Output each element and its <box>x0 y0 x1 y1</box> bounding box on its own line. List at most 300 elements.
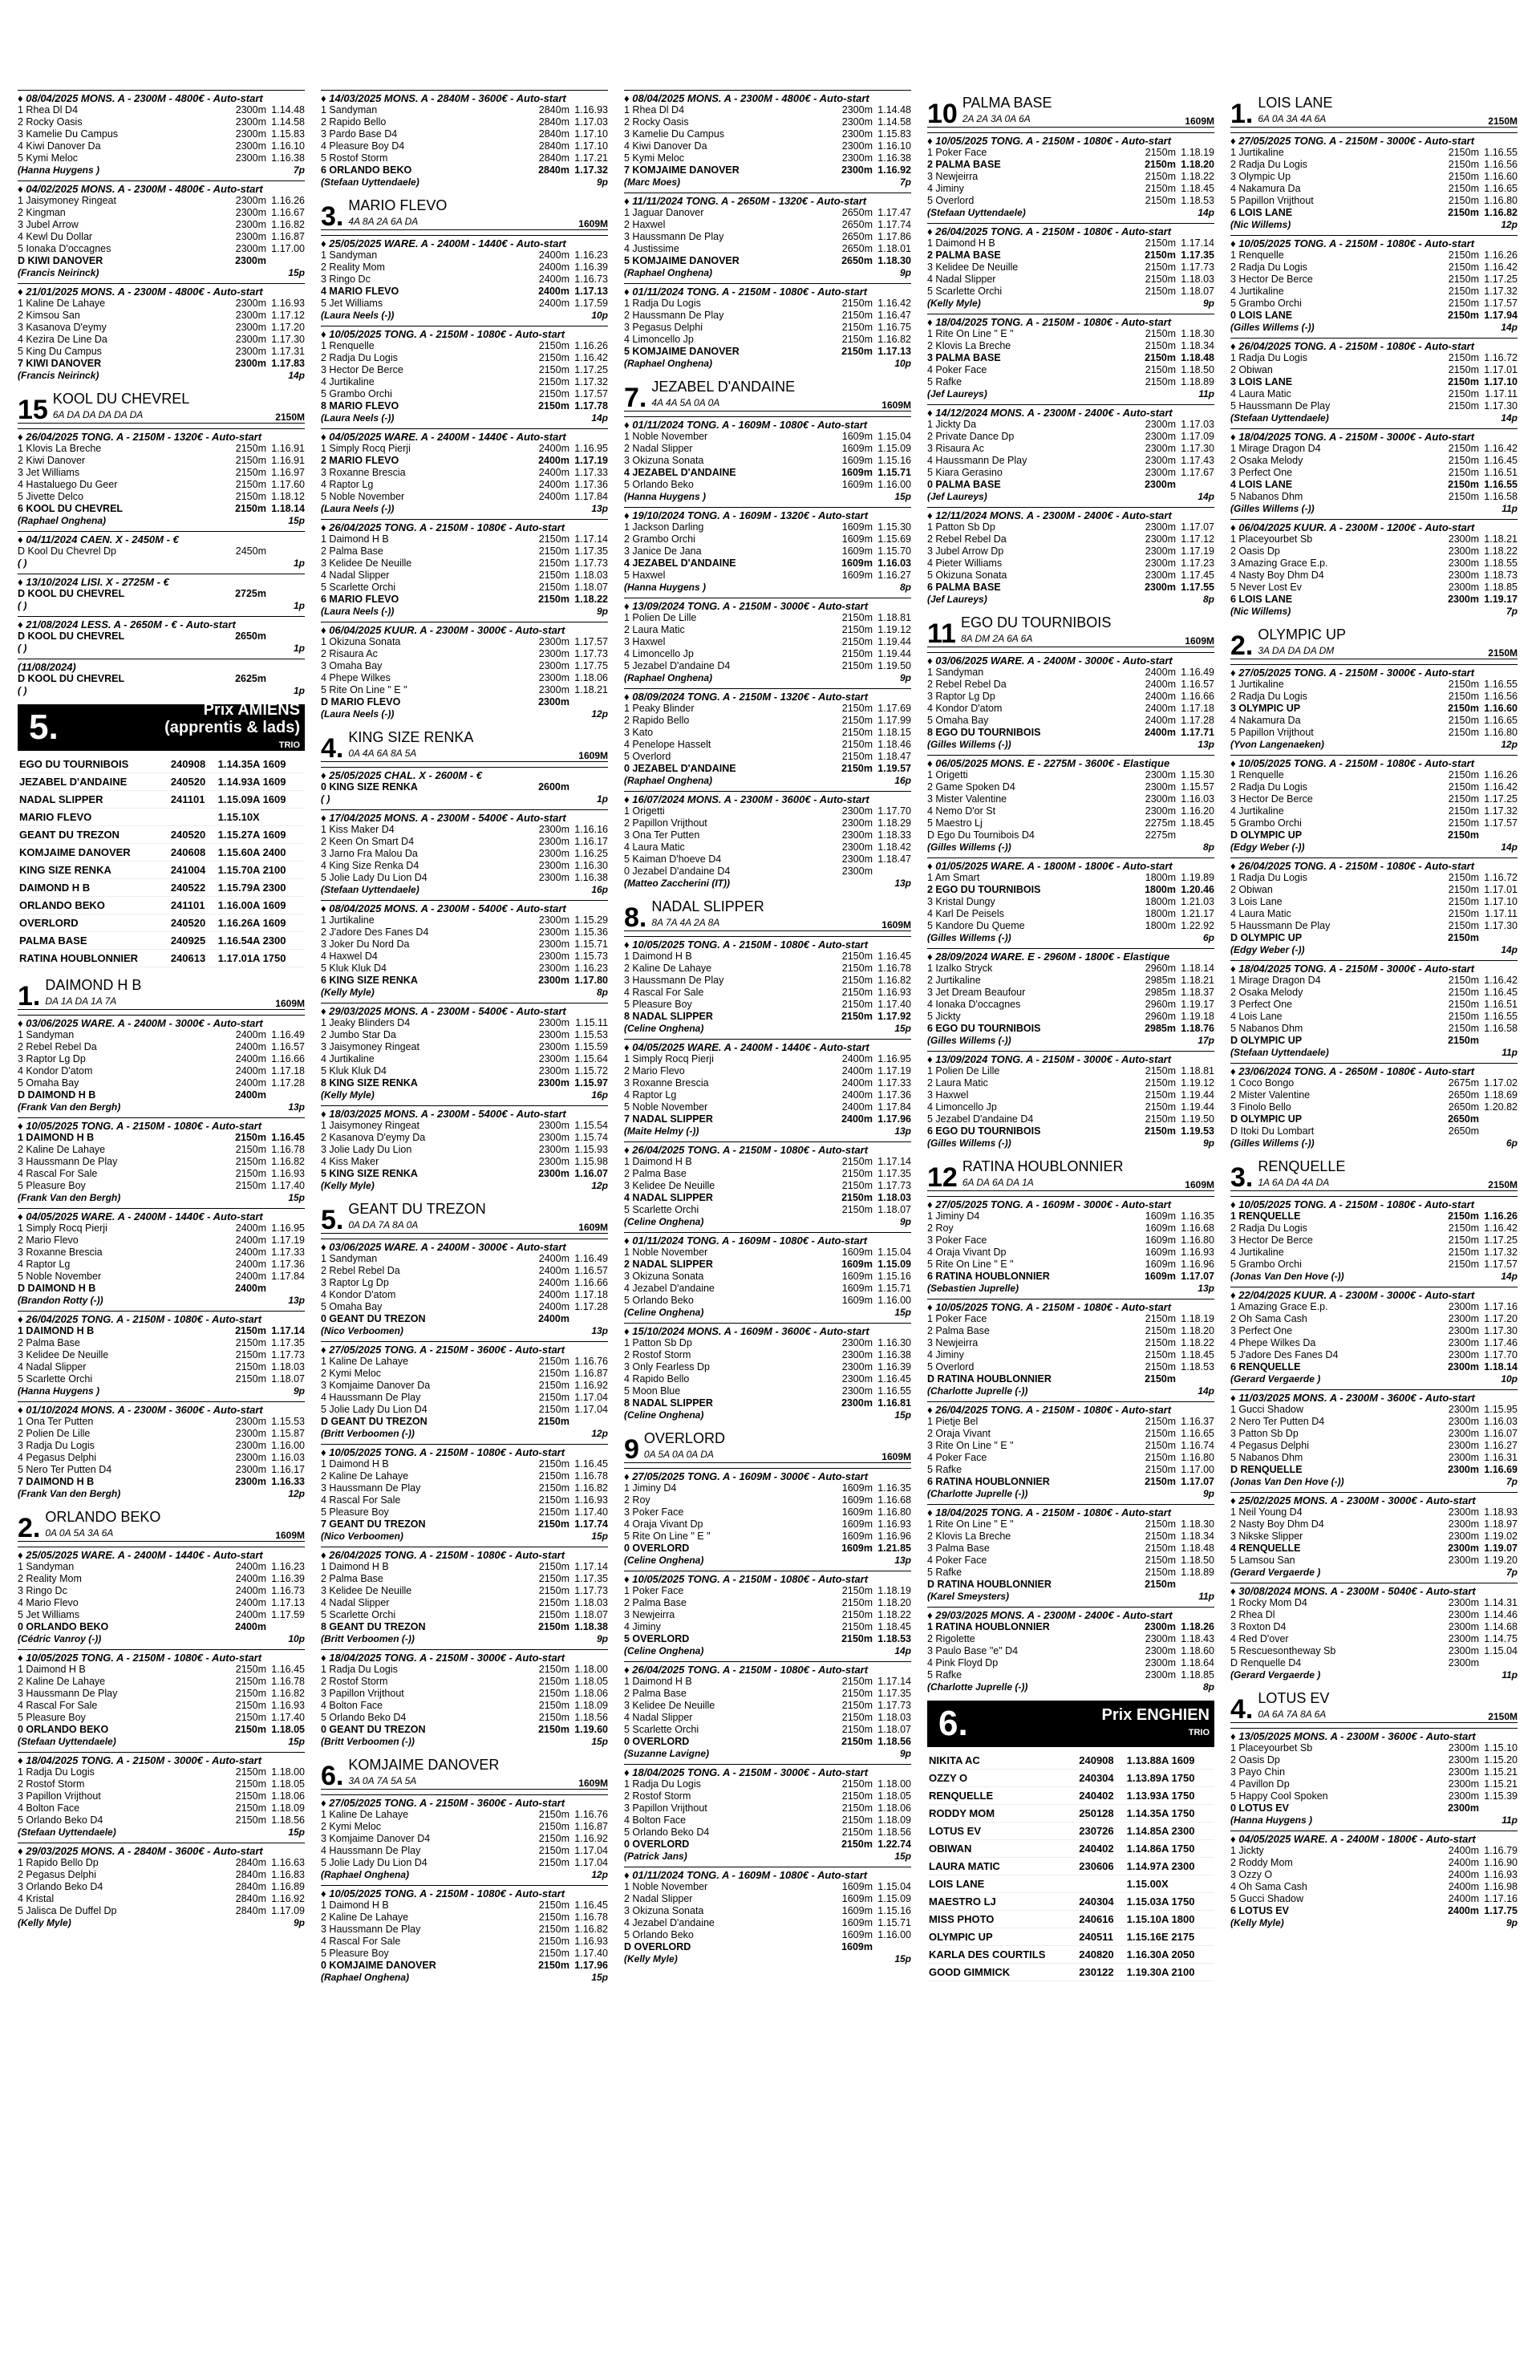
result-distance: 2400m <box>538 1289 569 1300</box>
result-distance: 2150m <box>1448 249 1479 261</box>
position-value: 11p <box>1502 503 1518 514</box>
result-time: 1.16.93 <box>574 104 608 116</box>
result-distance: 1609m <box>841 1543 873 1554</box>
result-name: 2 Klovis La Breche <box>927 340 1011 351</box>
result-distance: 2400m <box>1145 715 1176 726</box>
result-row <box>624 951 911 963</box>
result-time: 1.18.45 <box>1181 183 1214 194</box>
result-row <box>18 1561 305 1573</box>
horse-header <box>1230 95 1518 128</box>
result-row <box>624 1385 911 1397</box>
jockey-line <box>927 491 1214 502</box>
result-distance: 2300m <box>538 672 569 683</box>
result-time: 1.17.80 <box>574 975 608 986</box>
race-form-header: ♦ 18/04/2025 TONG. A - 2150M - 3000€ - Auto-start <box>624 1764 911 1778</box>
result-distance: 2150m <box>538 545 569 557</box>
result-distance: 1609m <box>841 533 873 545</box>
result-distance: 2650m <box>1448 1125 1479 1137</box>
result-name: 2 Radja Du Logis <box>1230 1222 1307 1234</box>
result-name: 3 Jaisymoney Ringeat <box>321 1041 419 1052</box>
result-row <box>1230 829 1518 841</box>
result-name: 6 KING SIZE RENKA <box>321 975 418 986</box>
horse-name-text: KING SIZE RENKA <box>348 729 474 745</box>
result-distance: 2840m <box>235 1869 266 1880</box>
result-name: 3 Roxanne Brescia <box>18 1247 103 1258</box>
table-cell: OZZY O <box>927 1770 1077 1787</box>
jockey-line <box>1230 1137 1518 1149</box>
race-form-header: ♦ 26/04/2025 TONG. A - 2150M - 1080€ - Auto-start <box>18 1311 305 1325</box>
result-name: 1 Placeyourbet Sb <box>1230 1742 1313 1754</box>
result-distance: 2300m <box>1145 455 1176 466</box>
result-name: 4 Hastaluego Du Geer <box>18 479 118 490</box>
race-form-header: ♦ 13/09/2024 TONG. A - 2150M - 3000€ - Auto-start <box>624 598 911 612</box>
race-distance: 1609M <box>275 1530 305 1541</box>
result-name: 1 Amazing Grace E.p. <box>1230 1301 1328 1312</box>
result-distance: 2300m <box>841 128 873 140</box>
result-time: 1.16.87 <box>271 231 305 242</box>
result-name: 4 Pegasus Delphi <box>18 1452 96 1463</box>
result-name: 1 Klovis La Breche <box>18 443 102 454</box>
race-form-header: ♦ 08/09/2024 TONG. A - 2150M - 1320€ - Auto-start <box>624 688 911 703</box>
result-name: 5 Jolie Lady Du Lion D4 <box>321 1857 428 1868</box>
result-time: 1.16.49 <box>271 1029 305 1040</box>
table-row <box>927 1893 1214 1911</box>
result-row <box>624 1271 911 1283</box>
result-distance: 2300m <box>1145 793 1176 805</box>
result-row <box>18 1573 305 1585</box>
result-time: 1.18.50 <box>1181 1555 1214 1566</box>
result-distance: 2150m <box>235 1814 266 1826</box>
result-row <box>624 533 911 545</box>
result-name: 5 Rite On Line " E " <box>624 1531 711 1542</box>
result-name: 3 Hector De Berce <box>1230 1235 1313 1246</box>
result-name: 1 Daimond H B <box>927 237 995 249</box>
result-row <box>18 1881 305 1893</box>
result-time: 1.17.40 <box>574 1506 608 1518</box>
result-row <box>1230 147 1518 159</box>
result-time: 1.17.74 <box>877 219 911 230</box>
result-row <box>624 999 911 1011</box>
result-row <box>927 582 1214 594</box>
result-name: 1 Am Smart <box>927 872 980 883</box>
jockey-line <box>1230 219 1518 230</box>
result-row <box>927 249 1214 262</box>
result-name: 3 Kamelie Du Campus <box>624 128 725 140</box>
result-name: 4 Raptor Lg <box>18 1259 71 1270</box>
result-time: 1.17.23 <box>1181 557 1214 569</box>
result-distance: 1609m <box>841 455 873 466</box>
jockey-name: (Laura Neels (-)) <box>321 503 395 514</box>
result-time: 1.18.06 <box>877 1802 911 1814</box>
performance-table <box>927 1752 1214 1981</box>
result-name: 2 Jurtikaline <box>927 975 981 986</box>
result-time: 1.18.26 <box>1181 1621 1214 1632</box>
result-name: 3 Okizuna Sonata <box>624 1905 704 1916</box>
result-name: 3 Mister Valentine <box>927 793 1007 805</box>
position-value: 15p <box>288 515 305 526</box>
race-form-header: ♦ 10/05/2025 TONG. A - 2150M - 1080€ - Auto-start <box>927 132 1214 147</box>
result-name: 4 Phepe Wilkes Da <box>1230 1337 1316 1348</box>
table-row <box>927 1823 1214 1840</box>
result-row <box>624 1113 911 1125</box>
table-row <box>927 1875 1214 1893</box>
result-time <box>1479 1113 1518 1125</box>
result-row <box>18 140 305 152</box>
result-name: 5 Kymi Meloc <box>624 152 685 164</box>
result-name: 5 Kandore Du Queme <box>927 920 1025 931</box>
result-name: 1 Kiss Maker D4 <box>321 824 395 835</box>
result-time: 1.17.07 <box>1181 1271 1214 1282</box>
jockey-line <box>321 987 608 998</box>
result-name: 4 Rascal For Sale <box>321 1494 401 1506</box>
horse-header <box>18 391 305 424</box>
result-time: 1.15.04 <box>1484 1645 1518 1656</box>
jockey-name: (Kelly Myle) <box>321 1089 375 1101</box>
result-name: 1 Jaisymoney Ringeat <box>18 195 116 206</box>
result-distance: 2150m <box>1448 1023 1479 1034</box>
result-name: 5 KOMJAIME DANOVER <box>624 255 740 266</box>
result-row <box>624 1839 911 1851</box>
result-name: 3 Kelidee De Neuille <box>18 1349 109 1360</box>
result-distance: 2300m <box>1448 570 1479 581</box>
result-time: 1.16.26 <box>574 340 608 351</box>
result-name: 1 Jurtikaline <box>321 914 375 926</box>
result-name: 5 Jalisca De Duffel Dp <box>18 1905 117 1916</box>
result-time: 1.17.12 <box>271 310 305 321</box>
horse-number: 1. <box>1230 99 1254 129</box>
result-row <box>321 824 608 836</box>
jockey-line <box>1230 1476 1518 1487</box>
result-row <box>927 1373 1214 1385</box>
result-row <box>927 1669 1214 1681</box>
result-distance: 2150m <box>235 479 266 490</box>
jockey-line <box>624 1953 911 1964</box>
horse-name <box>644 1430 881 1462</box>
result-time: 1.18.09 <box>877 1814 911 1826</box>
result-name: D RENQUELLE <box>1230 1464 1303 1475</box>
prix-title-block <box>979 1706 1214 1741</box>
result-time: 1.16.91 <box>271 455 305 466</box>
result-name: 4 Bolton Face <box>624 1814 687 1826</box>
result-name: 3 Perfect One <box>1230 467 1293 478</box>
jockey-line <box>321 1972 608 1983</box>
table-cell: 1.19.30A 2100 <box>1125 1964 1214 1981</box>
result-name: 5 Never Lost Ev <box>1230 582 1302 593</box>
result-distance: 2840m <box>538 164 569 176</box>
race-form-header: ♦ 01/05/2025 WARE. A - 1800M - 1800€ - Auto-start <box>927 858 1214 872</box>
result-distance: 2150m <box>1448 376 1479 387</box>
jockey-name: (Sebastien Juprelle) <box>927 1283 1019 1294</box>
result-time: 1.16.82 <box>271 1688 305 1699</box>
jockey-line <box>927 841 1214 853</box>
result-name: 0 GEANT DU TREZON <box>321 1724 426 1735</box>
result-time: 1.18.22 <box>1181 1337 1214 1348</box>
result-row <box>321 636 608 648</box>
result-name: 3 Okizuna Sonata <box>624 1271 704 1282</box>
result-row <box>624 116 911 128</box>
jockey-line <box>624 1409 911 1421</box>
result-name: 2 Rebel Rebel Da <box>927 679 1007 690</box>
result-time: 1.16.16 <box>574 824 608 835</box>
race-form-header: ♦ 25/05/2025 CHAL. X - 2600M - € <box>321 767 608 781</box>
table-row <box>18 897 305 914</box>
result-name: 3 Omaha Bay <box>321 660 383 671</box>
result-time: 1.15.21 <box>1484 1778 1518 1790</box>
result-name: 3 Olympic Up <box>1230 171 1291 182</box>
result-row <box>321 1724 608 1736</box>
result-distance: 2150m <box>841 727 873 738</box>
result-row <box>18 1724 305 1736</box>
jockey-name: (Gilles Willems (-)) <box>927 932 1011 943</box>
race-form-header: ♦ 11/11/2024 TONG. A - 2650M - 1320€ - Auto-start <box>624 193 911 207</box>
position-value: 6p <box>1506 1137 1518 1149</box>
result-time: 1.15.83 <box>271 128 305 140</box>
result-row <box>321 1017 608 1029</box>
result-distance: 1609m <box>841 479 873 490</box>
result-distance: 2150m <box>538 1900 569 1911</box>
race-form-header: ♦ 06/04/2025 KUUR. A - 2300M - 3000€ - Auto-start <box>321 622 608 636</box>
result-row <box>1230 594 1518 606</box>
result-row <box>18 1893 305 1905</box>
result-row <box>1230 364 1518 376</box>
position-value: 9p <box>899 1216 911 1227</box>
result-time: 1.16.87 <box>574 1368 608 1379</box>
result-distance: 2150m <box>1145 1579 1176 1590</box>
result-name: 5 Overlord <box>927 195 975 206</box>
jockey-line <box>321 176 608 188</box>
jockey-name: (Laura Neels (-)) <box>321 606 395 617</box>
result-row <box>624 1941 911 1953</box>
result-row <box>18 1857 305 1869</box>
race-form-header: ♦ 25/05/2025 WARE. A - 2400M - 1440€ - Auto-start <box>321 235 608 249</box>
result-time: 1.16.49 <box>1181 667 1214 678</box>
result-row <box>927 521 1214 533</box>
result-name: 2 Reality Mom <box>18 1573 82 1584</box>
result-name: 3 Newjeirra <box>624 1609 675 1620</box>
jockey-name: (Laura Neels (-)) <box>321 310 395 321</box>
horse-name <box>45 977 275 1009</box>
result-time: 1.15.71 <box>574 939 608 950</box>
result-distance: 2400m <box>235 1077 266 1089</box>
result-distance: 2150m <box>1145 237 1176 249</box>
prix-number: 5. <box>29 708 59 747</box>
result-time: 1.17.18 <box>271 1065 305 1076</box>
result-time: 1.16.93 <box>877 987 911 998</box>
table-cell: 240908 <box>1077 1752 1125 1770</box>
result-row <box>927 533 1214 545</box>
result-row <box>927 703 1214 715</box>
jockey-line <box>1230 322 1518 333</box>
result-distance: 2300m <box>538 696 569 708</box>
jockey-line <box>18 1827 305 1838</box>
result-distance: 2150m <box>538 1573 569 1584</box>
jockey-line <box>624 1023 911 1034</box>
race-distance: 1609M <box>881 399 911 411</box>
result-distance: 2150m <box>235 1766 266 1778</box>
result-row <box>321 939 608 951</box>
jockey-line <box>321 793 608 805</box>
result-time: 1.18.06 <box>574 672 608 683</box>
result-row <box>624 140 911 152</box>
result-time: 1.16.95 <box>877 1053 911 1064</box>
result-time: 1.16.39 <box>574 262 608 273</box>
result-row <box>1230 1301 1518 1313</box>
result-time: 1.19.50 <box>877 660 911 671</box>
result-time: 1.16.55 <box>1484 679 1518 690</box>
result-row <box>18 1790 305 1802</box>
result-row <box>18 1464 305 1476</box>
position-value: 12p <box>288 1488 305 1499</box>
jockey-name: (Celine Onghena) <box>624 1023 704 1034</box>
horse-number: 7. <box>624 383 647 413</box>
jockey-line <box>624 491 911 502</box>
result-row <box>18 207 305 219</box>
result-time: 1.18.14 <box>1181 963 1214 974</box>
result-time: 1.16.51 <box>1484 467 1518 478</box>
result-row <box>18 1712 305 1724</box>
result-time: 1.16.78 <box>271 1144 305 1155</box>
table-cell: 240613 <box>169 950 217 967</box>
result-time: 1.18.30 <box>877 255 911 266</box>
result-row <box>1230 195 1518 207</box>
result-row <box>1230 793 1518 805</box>
result-time: 1.15.16 <box>877 1905 911 1916</box>
result-distance: 2150m <box>235 1676 266 1687</box>
jockey-name: ( ) <box>18 557 27 569</box>
result-time: 1.18.07 <box>877 1204 911 1215</box>
horse-music: 4A 4A 5A 0A 0A <box>651 397 720 408</box>
position-value: 15p <box>591 1531 608 1542</box>
result-time: 1.16.38 <box>877 152 911 164</box>
result-name: 4 Limoncello Jp <box>624 334 694 345</box>
result-name: 4 Laura Matic <box>624 841 685 853</box>
result-time: 1.16.42 <box>1484 781 1518 793</box>
result-time: 1.17.28 <box>574 1301 608 1312</box>
table-row <box>927 1752 1214 1770</box>
result-name: 2 Risaura Ac <box>321 648 378 659</box>
jockey-name: (Hanna Huygens ) <box>18 1385 100 1397</box>
result-row <box>321 1029 608 1041</box>
result-time: 1.16.80 <box>1181 1235 1214 1246</box>
jockey-name: (Hanna Huygens ) <box>624 491 707 502</box>
result-name: 1 Daimond H B <box>321 533 389 545</box>
result-row <box>321 262 608 274</box>
result-name: 1 Jurtikaline <box>1230 679 1284 690</box>
result-time: 1.17.14 <box>1181 237 1214 249</box>
result-time: 1.16.55 <box>1484 1011 1518 1022</box>
result-distance: 2300m <box>1448 1657 1479 1668</box>
result-row <box>321 140 608 152</box>
result-row <box>18 231 305 243</box>
table-cell: OVERLORD <box>18 914 169 932</box>
result-name: 2 Game Spoken D4 <box>927 781 1015 793</box>
race-form-header: ♦ 27/05/2025 TONG. A - 2150M - 3000€ - Auto-start <box>1230 132 1518 147</box>
result-distance: 2150m <box>841 1609 873 1620</box>
race-form-header: ♦ 01/11/2024 TONG. A - 2150M - 1080€ - Auto-start <box>624 283 911 298</box>
result-name: 3 Komjaime Danover Da <box>321 1380 431 1391</box>
result-time: 1.17.19 <box>574 455 608 466</box>
result-row <box>624 1585 911 1597</box>
result-name: 2 Osaka Melody <box>1230 987 1303 998</box>
result-row <box>18 1476 305 1488</box>
result-row <box>927 364 1214 376</box>
position-value: 14p <box>1501 944 1518 955</box>
result-distance: 2300m <box>538 684 569 695</box>
result-name: 3 Roxanne Brescia <box>624 1077 709 1089</box>
result-time: 1.16.45 <box>877 951 911 962</box>
jockey-line <box>1230 503 1518 514</box>
result-distance: 2150m <box>1145 195 1176 206</box>
result-distance: 2300m <box>1448 1464 1479 1475</box>
result-name: 5 Rafke <box>927 1669 962 1681</box>
result-row <box>624 1180 911 1192</box>
result-row <box>1230 1452 1518 1464</box>
result-name: 1 Noble November <box>624 431 708 442</box>
result-row <box>624 479 911 491</box>
result-distance: 2150m <box>538 1688 569 1699</box>
result-distance: 2650m <box>841 207 873 218</box>
jockey-name: ( ) <box>18 685 27 696</box>
result-time: 1.18.42 <box>877 841 911 853</box>
result-distance: 2300m <box>1448 533 1479 545</box>
result-distance: 2150m <box>1448 467 1479 478</box>
result-name: 5 Scarlette Orchi <box>321 1609 396 1620</box>
race-form-header: ♦ 26/04/2025 TONG. A - 2150M - 1080€ - Auto-start <box>321 1547 608 1561</box>
result-time: 1.16.78 <box>574 1470 608 1482</box>
result-time: 1.17.12 <box>1181 533 1214 545</box>
result-distance: 2650m <box>841 243 873 254</box>
result-distance: 2150m <box>538 400 569 412</box>
result-time: 1.16.81 <box>877 1397 911 1409</box>
result-distance: 2150m <box>1145 1337 1176 1348</box>
result-time: 1.18.19 <box>1181 1313 1214 1324</box>
jockey-line <box>18 685 305 696</box>
result-name: 5 Pleasure Boy <box>18 1180 86 1191</box>
table-cell: 240520 <box>169 826 217 844</box>
result-name: 4 MARIO FLEVO <box>321 286 399 297</box>
result-time: 1.17.10 <box>1484 376 1518 387</box>
jockey-name: (Raphael Onghena) <box>321 1869 410 1880</box>
position-value: 7p <box>293 164 305 176</box>
table-cell: 1.13.89A 1750 <box>1125 1770 1214 1787</box>
race-form-header: ♦ 26/04/2025 TONG. A - 2150M - 1080€ - Auto-start <box>927 1401 1214 1416</box>
result-name: 2 Rigolette <box>927 1633 975 1644</box>
result-distance: 2150m <box>538 594 569 605</box>
result-distance: 2150m <box>841 751 873 762</box>
result-time: 1.16.45 <box>877 1373 911 1385</box>
result-time: 1.14.58 <box>877 116 911 128</box>
result-name: 5 Pleasure Boy <box>624 999 692 1010</box>
result-row <box>927 781 1214 793</box>
result-name: 5 Grambo Orchi <box>1230 298 1302 309</box>
result-row <box>18 491 305 503</box>
result-time: 1.16.93 <box>271 1700 305 1711</box>
result-row <box>321 388 608 400</box>
result-time: 1.15.04 <box>877 1247 911 1258</box>
result-name: 5 Rafke <box>927 1567 962 1578</box>
result-time: 1.17.18 <box>574 1289 608 1300</box>
result-row <box>18 195 305 207</box>
result-time: 1.18.00 <box>271 1766 305 1778</box>
result-distance: 1609m <box>841 1259 873 1270</box>
result-distance: 2300m <box>1448 1543 1479 1554</box>
result-distance: 2150m <box>538 1960 569 1971</box>
result-name: 3 Payo Chin <box>1230 1766 1286 1778</box>
horse-music: 0A 4A 6A 8A 5A <box>348 748 417 759</box>
result-distance: 2150m <box>1145 1101 1176 1113</box>
result-time: 1.17.36 <box>271 1259 305 1270</box>
result-name: 2 Palma Base <box>624 1168 687 1179</box>
